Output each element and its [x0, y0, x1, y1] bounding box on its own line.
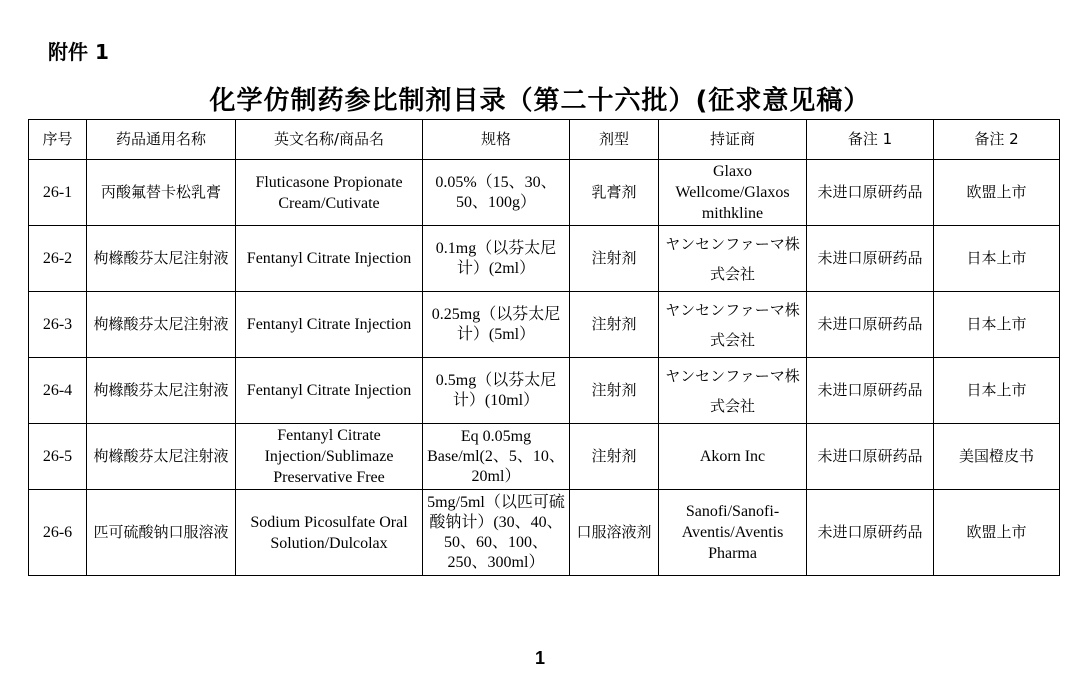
row-no: 26-2	[29, 226, 87, 292]
table-header-row	[29, 120, 1060, 160]
row-note-1: 未进口原研药品	[807, 160, 934, 226]
table-row	[29, 490, 1060, 576]
row-generic-name: 枸橼酸芬太尼注射液	[87, 358, 236, 424]
row-note-1: 未进口原研药品	[807, 226, 934, 292]
row-note-2: 欧盟上市	[934, 160, 1060, 226]
row-license-holder: Sanofi/Sanofi-Aventis/Aventis Pharma	[659, 490, 807, 576]
row-note-1: 未进口原研药品	[807, 358, 934, 424]
row-license-holder: ヤンセンファーマ株式会社	[659, 226, 807, 292]
row-dosage-form: 注射剂	[570, 424, 659, 490]
row-english-name: Fentanyl Citrate Injection	[236, 226, 423, 292]
row-dosage-form: 乳膏剂	[570, 160, 659, 226]
row-license-holder: ヤンセンファーマ株式会社	[659, 292, 807, 358]
attachment-label: 附件 1	[48, 40, 109, 64]
document-title: 化学仿制药参比制剂目录（第二十六批）(征求意见稿）	[209, 86, 871, 116]
page-number: 1	[534, 648, 545, 668]
row-specification: 0.1mg（以芬太尼计）(2ml）	[423, 226, 570, 292]
header-english-name: 英文名称/商品名	[236, 120, 423, 160]
header-no: 序号	[29, 120, 87, 160]
row-note-1: 未进口原研药品	[807, 292, 934, 358]
row-no: 26-1	[29, 160, 87, 226]
row-license-holder: Glaxo Wellcome/Glaxos mithkline	[659, 160, 807, 226]
row-specification: 0.25mg（以芬太尼计）(5ml）	[423, 292, 570, 358]
reference-drug-table	[28, 119, 1060, 576]
row-note-2: 日本上市	[934, 292, 1060, 358]
row-note-2: 美国橙皮书	[934, 424, 1060, 490]
header-generic-name: 药品通用名称	[87, 120, 236, 160]
row-dosage-form: 注射剂	[570, 292, 659, 358]
row-english-name: Fentanyl Citrate Injection/Sublimaze Preservative Free	[236, 424, 423, 490]
row-no: 26-5	[29, 424, 87, 490]
header-specification: 规格	[423, 120, 570, 160]
row-generic-name: 枸橼酸芬太尼注射液	[87, 424, 236, 490]
row-note-2: 欧盟上市	[934, 490, 1060, 576]
row-note-1: 未进口原研药品	[807, 490, 934, 576]
row-specification: 0.5mg（以芬太尼计）(10ml）	[423, 358, 570, 424]
row-no: 26-4	[29, 358, 87, 424]
header-note-1: 备注 1	[807, 120, 934, 160]
table-row	[29, 292, 1060, 358]
row-generic-name: 枸橼酸芬太尼注射液	[87, 226, 236, 292]
header-note-2: 备注 2	[934, 120, 1060, 160]
table-row	[29, 160, 1060, 226]
row-note-2: 日本上市	[934, 226, 1060, 292]
table-row	[29, 424, 1060, 490]
row-generic-name: 匹可硫酸钠口服溶液	[87, 490, 236, 576]
row-english-name: Fentanyl Citrate Injection	[236, 358, 423, 424]
row-note-1: 未进口原研药品	[807, 424, 934, 490]
row-specification: 5mg/5ml（以匹可硫酸钠计）(30、40、50、60、100、250、300ml）	[423, 490, 570, 576]
table-row	[29, 358, 1060, 424]
row-dosage-form: 口服溶液剂	[570, 490, 659, 576]
row-dosage-form: 注射剂	[570, 226, 659, 292]
row-generic-name: 丙酸氟替卡松乳膏	[87, 160, 236, 226]
row-english-name: Fluticasone Propionate Cream/Cutivate	[236, 160, 423, 226]
row-license-holder: Akorn Inc	[659, 424, 807, 490]
table-row	[29, 226, 1060, 292]
row-license-holder: ヤンセンファーマ株式会社	[659, 358, 807, 424]
row-note-2: 日本上市	[934, 358, 1060, 424]
row-generic-name: 枸橼酸芬太尼注射液	[87, 292, 236, 358]
header-dosage-form: 剂型	[570, 120, 659, 160]
header-license-holder: 持证商	[659, 120, 807, 160]
row-specification: Eq 0.05mg Base/ml(2、5、10、20ml）	[423, 424, 570, 490]
row-no: 26-3	[29, 292, 87, 358]
row-dosage-form: 注射剂	[570, 358, 659, 424]
row-no: 26-6	[29, 490, 87, 576]
row-english-name: Sodium Picosulfate Oral Solution/Dulcolax	[236, 490, 423, 576]
row-english-name: Fentanyl Citrate Injection	[236, 292, 423, 358]
row-specification: 0.05%（15、30、50、100g）	[423, 160, 570, 226]
